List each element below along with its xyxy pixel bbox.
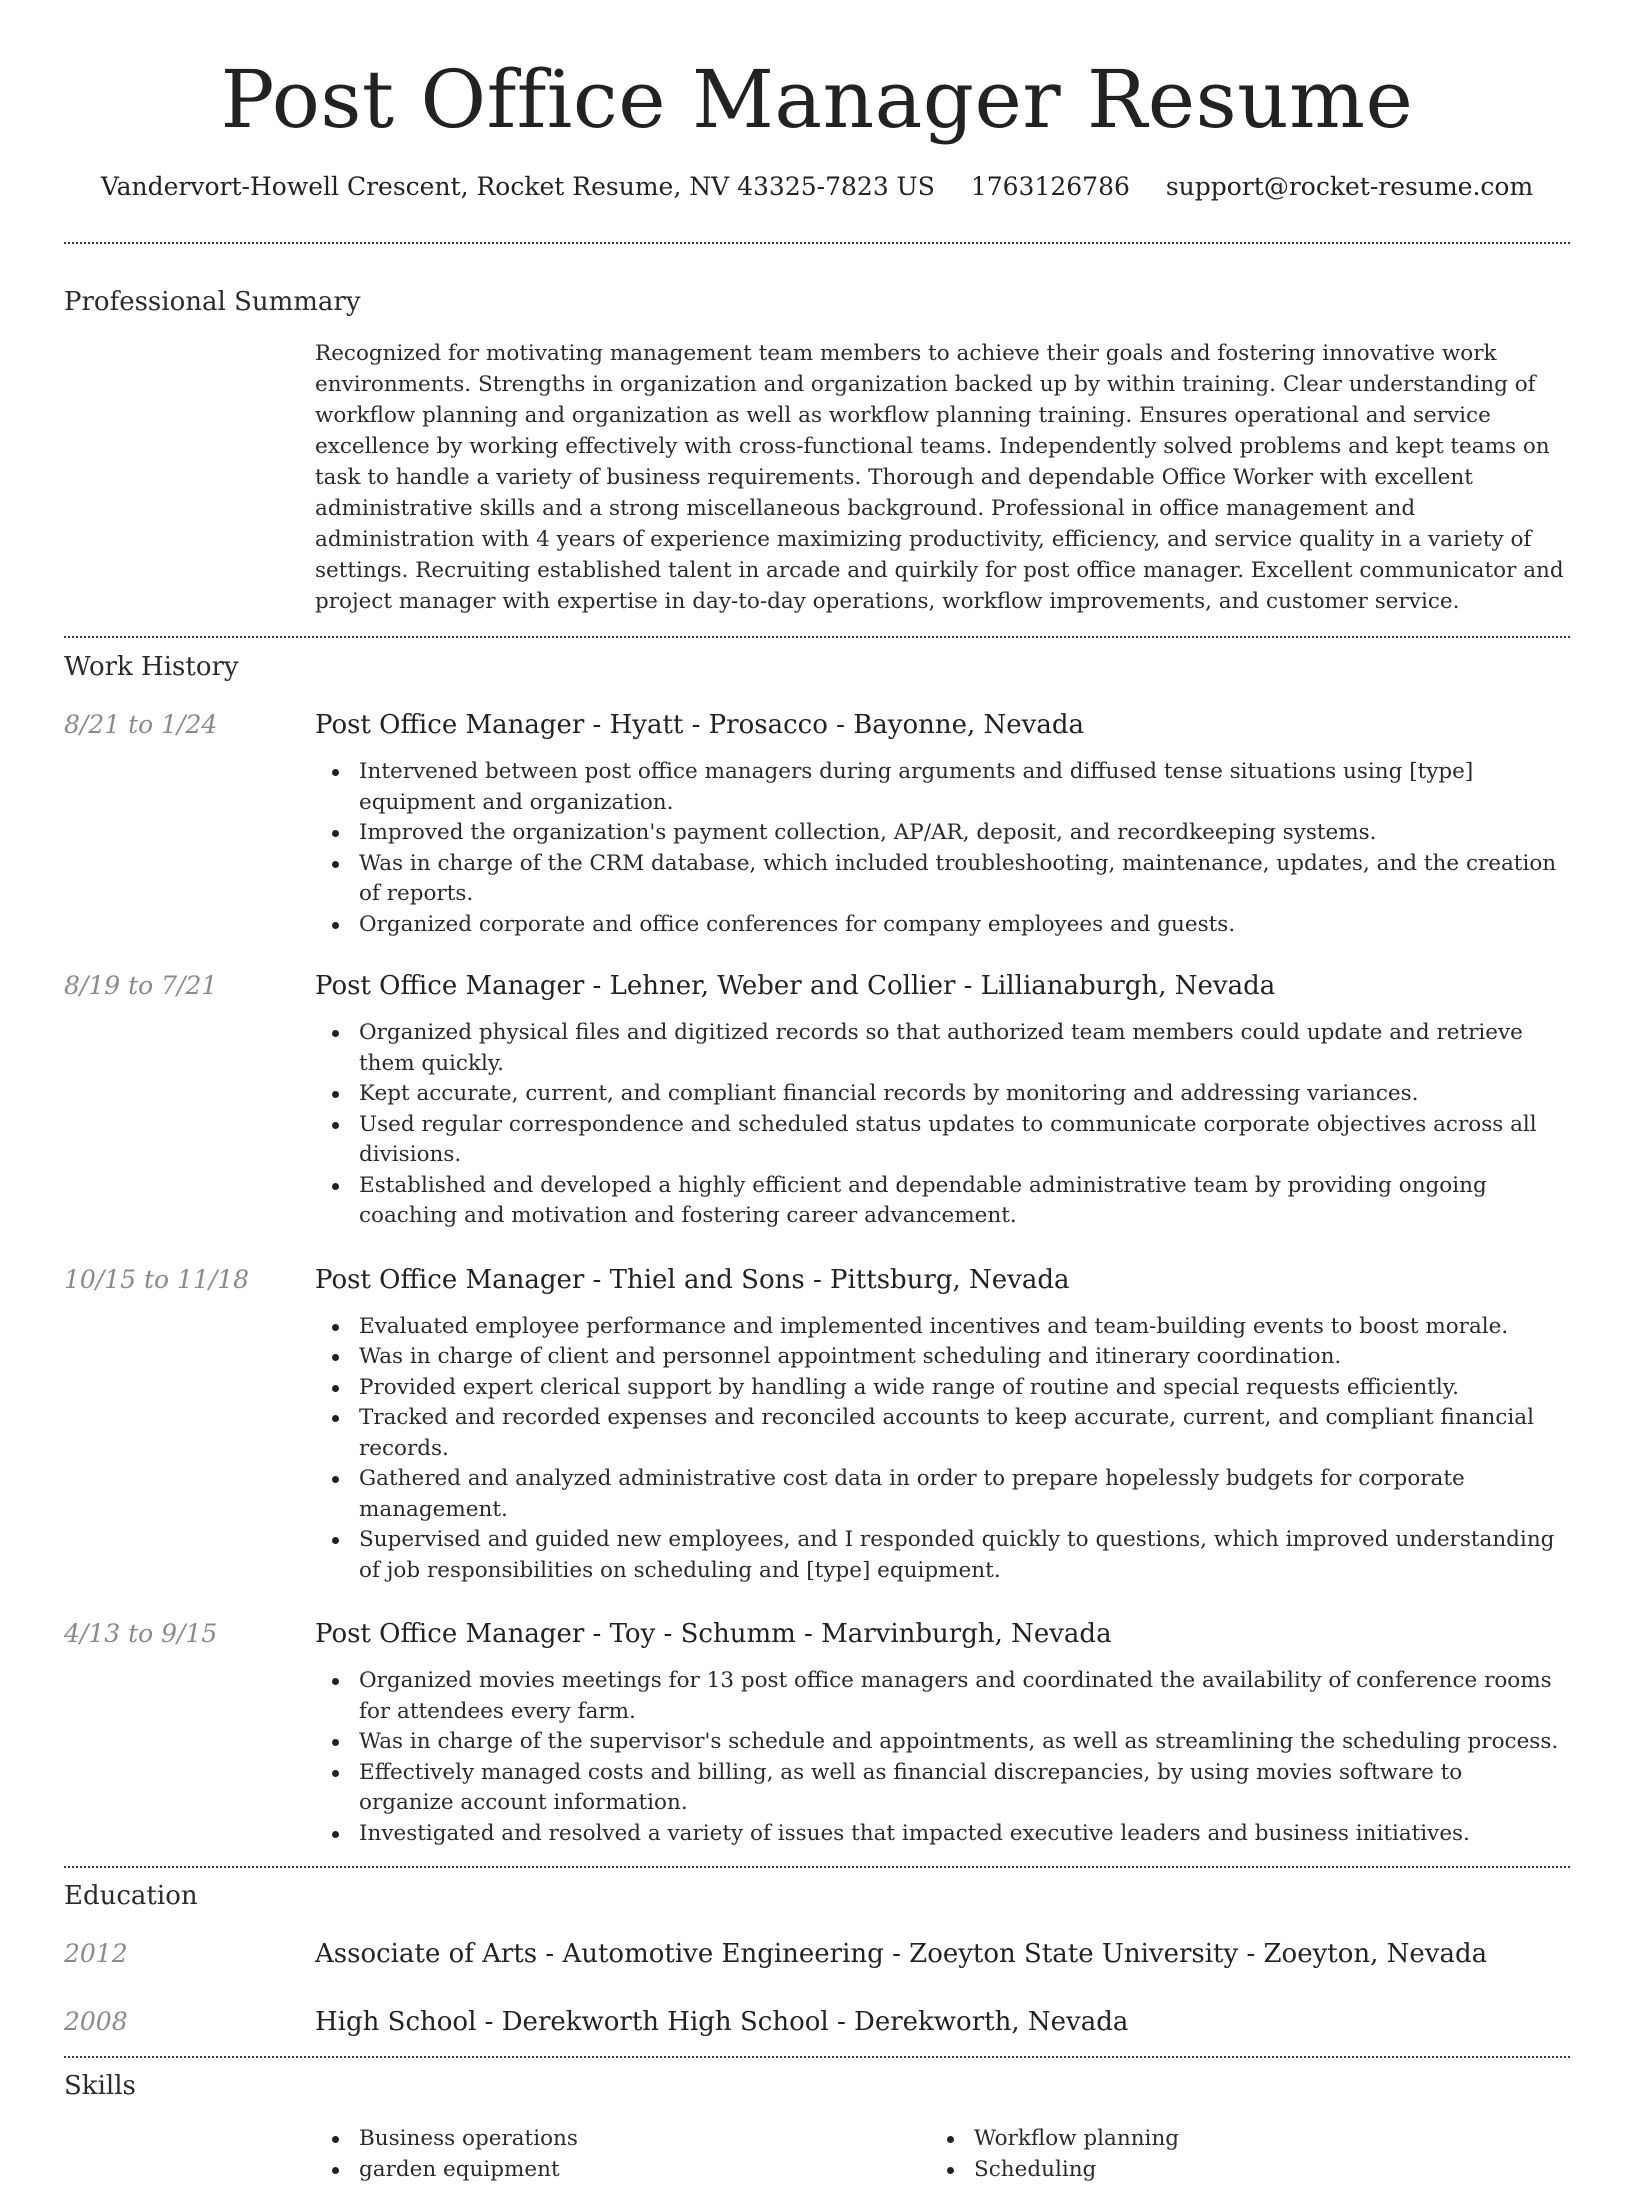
education-entry [64, 1938, 1570, 1970]
job-dates: 8/21 to 1/24 [64, 710, 218, 739]
education-year: 2008 [64, 2007, 128, 2036]
list-item: Tracked and recorded expenses and reconciled accounts to keep accurate, current, and compliant financial records. [359, 1403, 1559, 1464]
job-entry [64, 1264, 1570, 1587]
list-item: Organized physical files and digitized records so that authorized team members could update and retrieve them quickly. [359, 1018, 1559, 1079]
contact-phone: 1763126786 [970, 172, 1130, 201]
section-divider [64, 636, 1570, 638]
education-degree: Associate of Arts - Automotive Engineering [315, 1939, 884, 1969]
job-entry [64, 970, 1570, 1232]
skills-grid [64, 2124, 1570, 2204]
skill-item: Workflow planning [974, 2124, 1179, 2155]
list-item: Used regular correspondence and scheduled status updates to communicate corporate objectives across all divisions. [359, 1110, 1559, 1171]
skill-item: garden equipment [359, 2155, 578, 2186]
list-item: Intervened between post office managers during arguments and diffused tense situations using [type] equipment and organization. [359, 757, 1559, 818]
job-bullets [359, 1312, 1559, 1587]
section-divider [64, 242, 1570, 244]
job-title: Post Office Manager - Hyatt - Prosacco - Bayonne, Nevada [315, 710, 1085, 740]
work-history-heading: Work History [64, 652, 239, 682]
education-year: 2012 [64, 1939, 128, 1968]
section-divider [64, 2056, 1570, 2058]
contact-email: support@rocket-resume.com [1165, 172, 1534, 201]
list-item: Gathered and analyzed administrative cost data in order to prepare hopelessly budgets for corporate management. [359, 1464, 1559, 1525]
skills-heading: Skills [64, 2071, 136, 2101]
job-dates: 8/19 to 7/21 [64, 971, 218, 1000]
skills-column-left [359, 2124, 578, 2185]
list-item: Was in charge of the CRM database, which included troubleshooting, maintenance, updates, and the creation of reports. [359, 849, 1559, 910]
job-title: Post Office Manager - Thiel and Sons - Pittsburg, Nevada [315, 1264, 1070, 1295]
list-item: Was in charge of client and personnel appointment scheduling and itinerary coordination. [359, 1342, 1559, 1373]
education-title [315, 1938, 1570, 1970]
contact-address: Vandervort-Howell Crescent, Rocket Resume, NV 43325-7823 US [100, 172, 935, 201]
list-item: Supervised and guided new employees, and I responded quickly to questions, which improved understanding of job responsibilities on scheduling and [type] equipment. [359, 1525, 1559, 1586]
skills-section [64, 2070, 1570, 2204]
job-dates: 10/15 to 11/18 [64, 1264, 250, 1294]
list-item: Investigated and resolved a variety of issues that impacted executive leaders and business initiatives. [359, 1819, 1559, 1850]
job-dates: 4/13 to 9/15 [64, 1619, 218, 1648]
job-title: Post Office Manager - Toy - Schumm - Marvinburgh, Nevada [315, 1619, 1112, 1649]
job-bullets [359, 1666, 1559, 1849]
education-section [64, 1880, 1570, 2038]
contact-line [64, 172, 1570, 202]
job-title: Post Office Manager - Lehner, Weber and Collier - Lillianaburgh, Nevada [315, 971, 1276, 1001]
job-entry [64, 709, 1570, 940]
list-item: Was in charge of the supervisor's schedule and appointments, as well as streamlining the scheduling process. [359, 1727, 1559, 1758]
education-heading: Education [64, 1881, 198, 1911]
education-school: - Zoeyton State University - Zoeyton, Nevada [883, 1939, 1488, 1969]
list-item: Organized corporate and office conferences for company employees and guests. [359, 910, 1559, 941]
education-school: - Derekworth High School - Derekworth, Nevada [476, 2007, 1129, 2037]
skill-item: Business operations [359, 2124, 578, 2155]
list-item: Established and developed a highly efficient and dependable administrative team by providing ongoing coaching and motivation and fostering career advancement. [359, 1171, 1559, 1232]
education-title [315, 2006, 1570, 2038]
job-entry [64, 1618, 1570, 1849]
resume-title: Post Office Manager Resume [220, 53, 1414, 146]
resume-content [64, 0, 1570, 2204]
skills-list-right [974, 2124, 1179, 2185]
list-item: Effectively managed costs and billing, as well as financial discrepancies, by using movies software to organize account information. [359, 1758, 1559, 1819]
list-item: Organized movies meetings for 13 post office managers and coordinated the availability of conference rooms for attendees every farm. [359, 1666, 1559, 1727]
list-item: Kept accurate, current, and compliant financial records by monitoring and addressing variances. [359, 1079, 1559, 1110]
education-entry [64, 2006, 1570, 2038]
skills-list-left [359, 2124, 578, 2185]
summary-section [64, 286, 1570, 617]
job-bullets [359, 1018, 1559, 1232]
summary-heading: Professional Summary [64, 287, 361, 317]
list-item: Improved the organization's payment collection, AP/AR, deposit, and recordkeeping systems. [359, 818, 1559, 849]
section-divider [64, 1866, 1570, 1868]
list-item: Evaluated employee performance and implemented incentives and team-building events to boost morale. [359, 1312, 1559, 1343]
work-history-section [64, 651, 1570, 1849]
education-degree: High School [315, 2007, 477, 2037]
skills-column-right [974, 2124, 1179, 2185]
job-bullets [359, 757, 1559, 940]
skill-item: Scheduling [974, 2155, 1179, 2186]
list-item: Provided expert clerical support by handling a wide range of routine and special requests efficiently. [359, 1373, 1559, 1404]
summary-text: Recognized for motivating management team members to achieve their goals and fostering innovative work environments. Strengths in organization and organization backed up by within training. Clear understanding of workflow planning and organization as well as workflow planning training. Ensures operational and service excellence by working effectively with cross-functional teams. Independently solved problems and kept teams on task to handle a variety of business requirements. Thorough and dependable Office Worker with excellent administrative skills and a strong miscellaneous background. Professional in office management and administration with 4 years of experience maximizing productivity, efficiency, and service quality in a variety of settings. Recruiting established talent in arcade and quirkily for post office manager. Excellent communicator and project manager with expertise in day-to-day operations, workflow improvements, and customer service. [315, 341, 1564, 614]
